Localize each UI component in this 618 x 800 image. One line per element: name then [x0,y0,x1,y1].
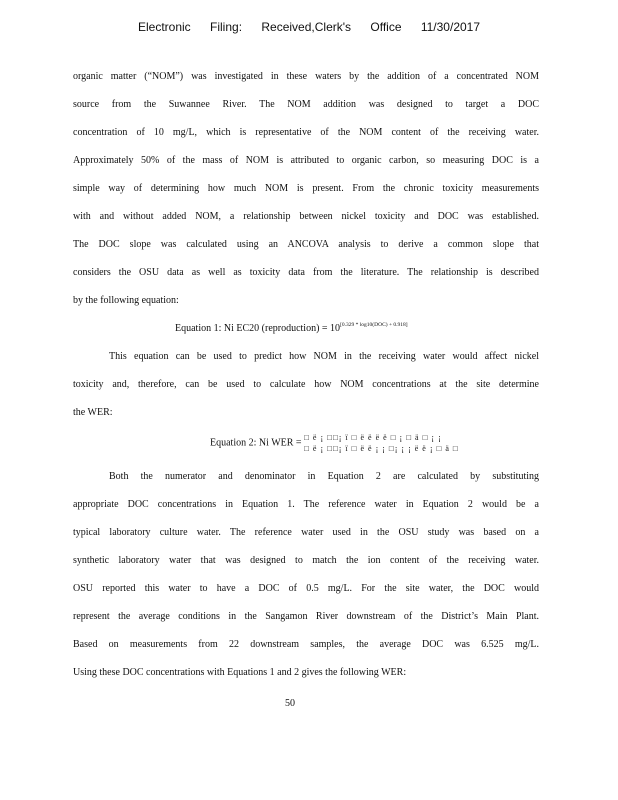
paragraph-line: appropriate DOC concentrations in Equation 1. The reference water in Equation 2 would be a [73,499,539,510]
equation-1-label: Equation 1: Ni EC20 (reproduction) = 10 [175,323,341,334]
filing-header [0,20,618,34]
paragraph-line: Using these DOC concentrations with Equations 1 and 2 gives the following WER: [73,667,407,678]
paragraph-line: source from the Suwannee River. The NOM addition was designed to target a DOC [73,99,539,110]
equation-2-label: Equation 2: Ni WER = [210,437,302,449]
equation-2-numerator: □ ë ¡ □□¡ ï □ ë ë ë ë □ ¡ □ ä □ ¡ ¡ [304,433,442,442]
paragraph-line: the WER: [73,407,113,418]
header-office: Office [370,20,402,34]
paragraph-line: The DOC slope was calculated using an ANCOVA analysis to derive a common slope that [73,239,539,250]
page-number: 50 [285,698,295,709]
paragraph-line: concentration of 10 mg/L, which is representative of the NOM content of the receiving water. [73,127,539,138]
header-electronic: Electronic [137,20,191,34]
equation-1 [175,322,408,334]
equation-2 [210,432,459,454]
paragraph-line: Based on measurements from 22 downstream samples, the average DOC was 6.525 mg/L. [73,639,539,650]
header-date: 11/30/2017 [420,20,481,34]
paragraph-line: Approximately 50% of the mass of NOM is attributed to organic carbon, so measuring DOC is a [73,155,539,166]
paragraph-line: considers the OSU data as well as toxicity data from the literature. The relationship is described [73,267,539,278]
equation-2-denominator: □ ë ¡ □□¡ ï □ ë ë ¡ ¡ □¡ ¡ ¡ ë ë ¡ □ ä □ [304,444,459,453]
paragraph-line: synthetic laboratory water that was designed to match the ion content of the receiving water. [73,555,539,566]
paragraph-line: toxicity and, therefore, can be used to calculate how NOM concentrations at the site determine [73,379,539,390]
equation-2-fraction [304,432,459,454]
equation-1-exponent: [0.329 * log10(DOC) + 0.918] [340,322,408,328]
paragraph-line: represent the average conditions in the Sangamon River downstream of the District’s Main Plant. [73,611,539,622]
paragraph-line: typical laboratory culture water. The reference water used in the OSU study was based on a [73,527,539,538]
paragraph-line: by the following equation: [73,295,179,306]
paragraph-line: organic matter (“NOM”) was investigated in these waters by the addition of a concentrated NOM [73,71,539,82]
paragraph-line: This equation can be used to predict how NOM in the receiving water would affect nickel [109,351,539,362]
paragraph-line: OSU reported this water to have a DOC of 0.5 mg/L. For the site water, the DOC would [73,583,539,594]
header-filing: Filing: [210,20,243,34]
paragraph-line: simple way of determining how much NOM is present. From the chronic toxicity measurements [73,183,539,194]
paragraph-line: Both the numerator and denominator in Equation 2 are calculated by substituting [109,471,539,482]
header-received: Received,Clerk's [261,20,352,34]
paragraph-line: with and without added NOM, a relationship between nickel toxicity and DOC was established. [73,211,539,222]
